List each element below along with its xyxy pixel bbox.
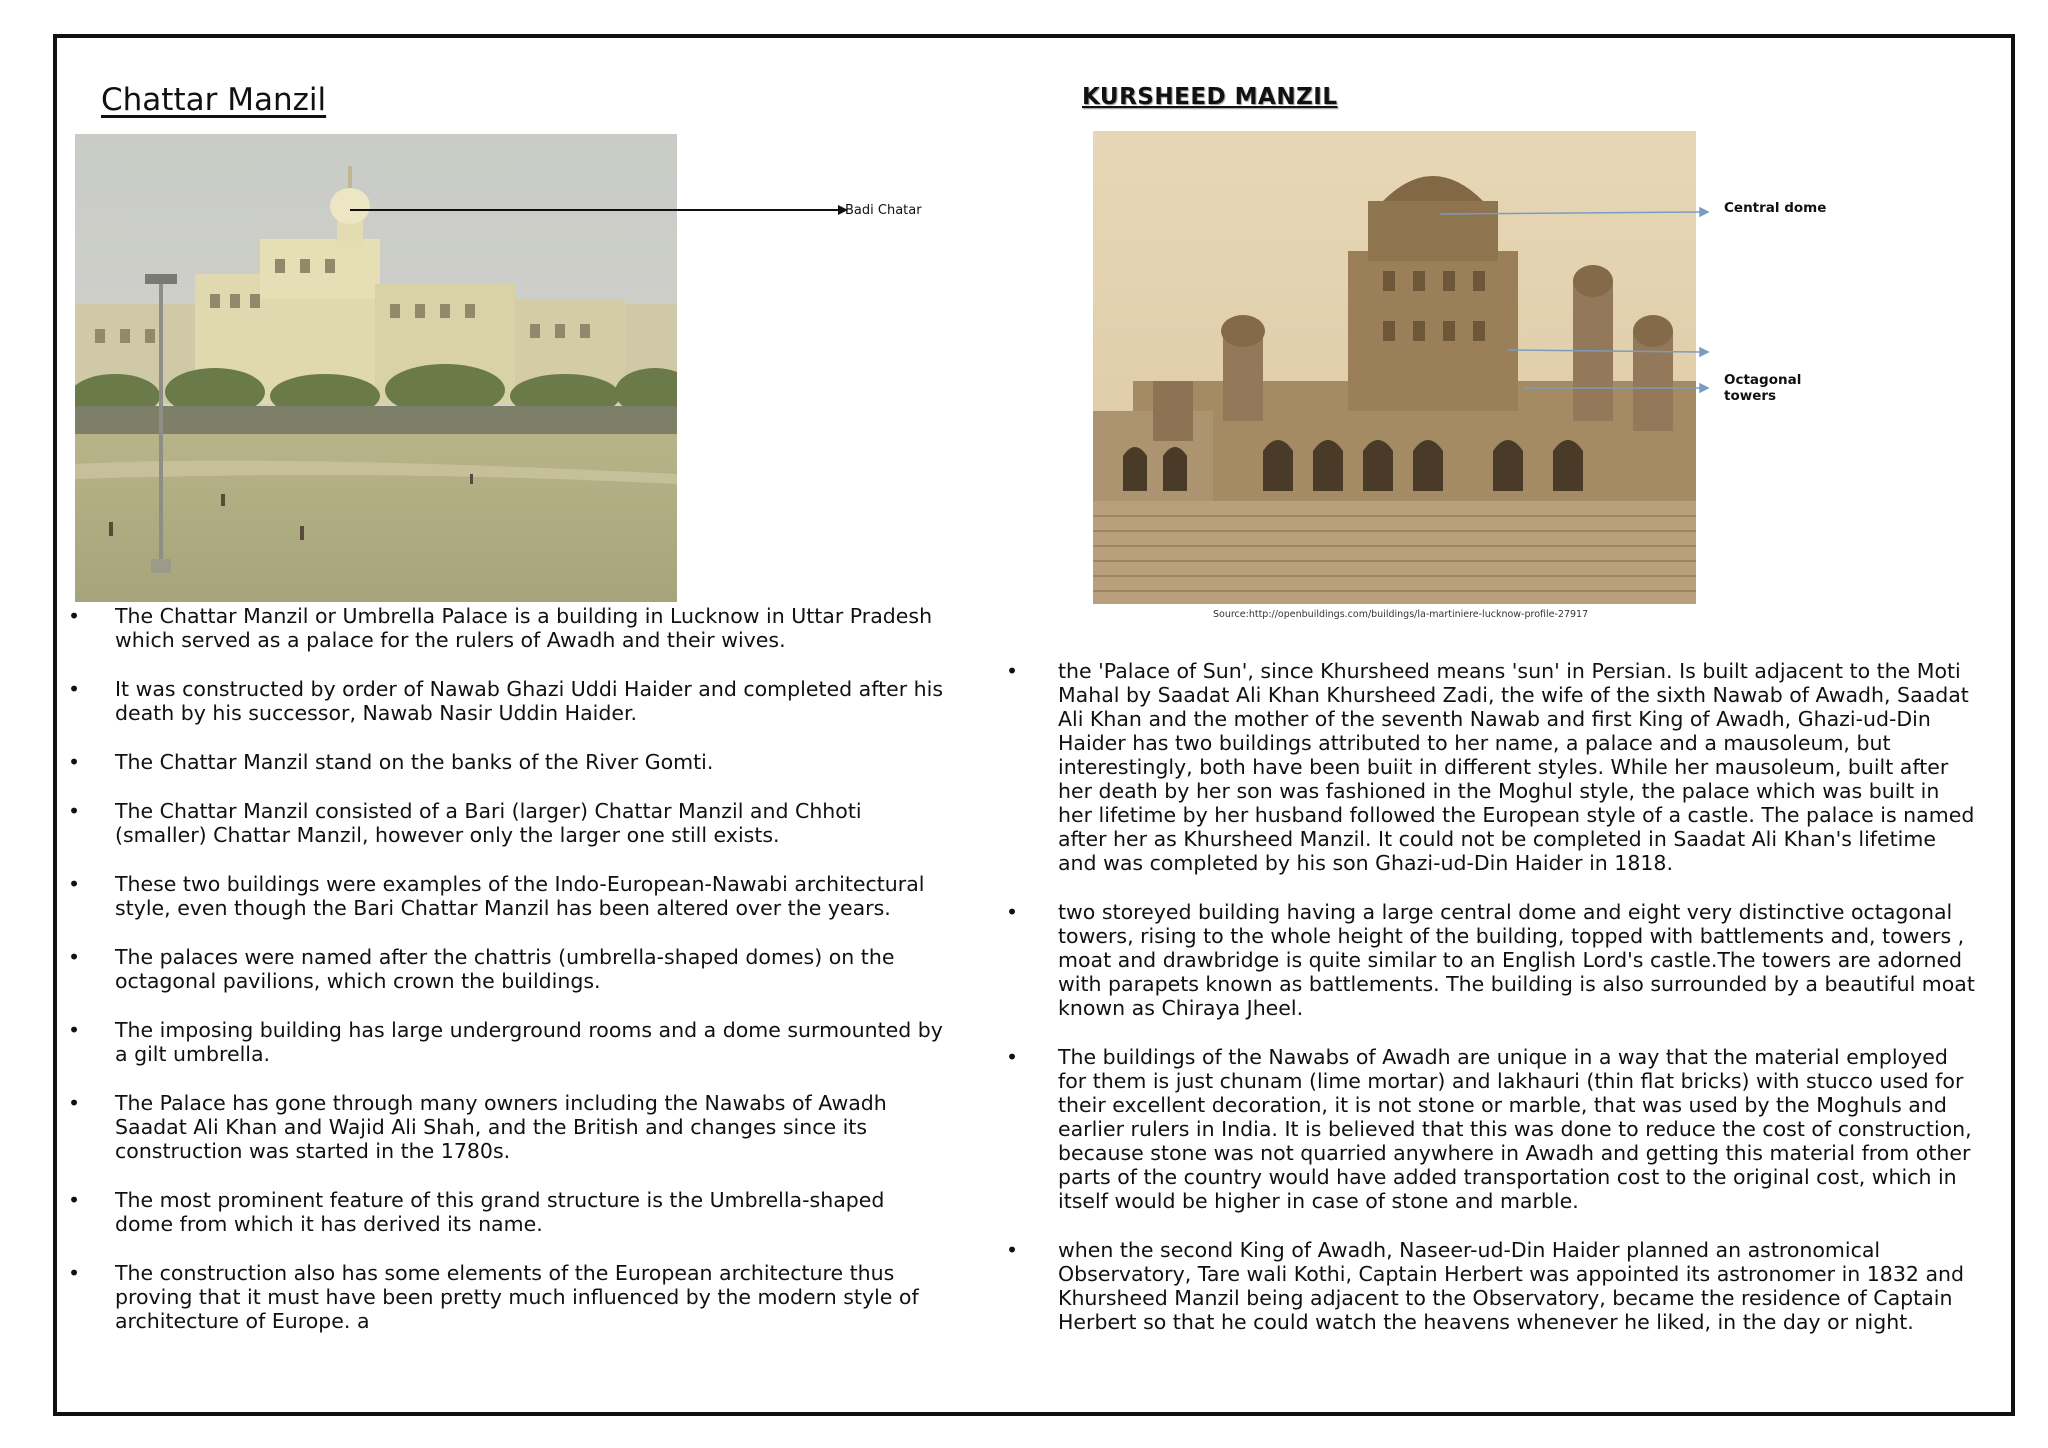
list-item: • two storeyed building having a large central dome and eight very distinctive octagonal towers, rising to the whole height of the building, topped with battlements and, towers , moat and drawbridge is quite similar to an English Lord's castle.The towers are adorned with parapets known as battlements. The building is also surrounded by a beautiful moat known as Chiraya Jheel. — [1006, 900, 1976, 1020]
chattar-manzil-title: Chattar Manzil — [101, 82, 327, 118]
list-item: • The construction also has some elements of the European architecture thus proving that it must have been pretty much influenced by the modern style of architecture of Europe. a — [68, 1261, 948, 1333]
badi-chatar-arrow — [350, 202, 850, 218]
list-item: • These two buildings were examples of the Indo-European-Nawabi architectural style, even though the Bari Chattar Manzil has been altered over the years. — [68, 872, 948, 920]
callout-arrows — [1430, 200, 1712, 400]
list-item: • The imposing building has large underground rooms and a dome surmounted by a gilt umbrella. — [68, 1018, 948, 1066]
badi-chatar-label: Badi Chatar — [845, 203, 922, 218]
list-item: • The palaces were named after the chattris (umbrella-shaped domes) on the octagonal pavilions, which crown the buildings. — [68, 945, 948, 993]
image-source-caption: Source:http://openbuildings.com/buildings/la-martiniere-lucknow-profile-27917 — [1213, 609, 1589, 620]
list-item: • The Palace has gone through many owners including the Nawabs of Awadh Saadat Ali Khan and Wajid Ali Shah, and the British and changes since its construction was started in the 1780s. — [68, 1091, 948, 1163]
chattar-manzil-bullets — [68, 604, 948, 1358]
list-item: • The Chattar Manzil stand on the banks of the River Gomti. — [68, 750, 948, 774]
list-item: • The most prominent feature of this grand structure is the Umbrella-shaped dome from which it has derived its name. — [68, 1188, 948, 1236]
octagonal-towers-label: Octagonal towers — [1724, 372, 1802, 404]
list-item: • The Chattar Manzil or Umbrella Palace is a building in Lucknow in Uttar Pradesh which served as a palace for the rulers of Awadh and their wives. — [68, 604, 948, 652]
list-item: • the 'Palace of Sun', since Khursheed means 'sun' in Persian. Is built adjacent to the Moti Mahal by Saadat Ali Khan Khursheed Zadi, the wife of the sixth Nawab of Awadh, Saadat Ali Khan and the mother of the seventh Nawab and first King of Awadh, Ghazi-ud-Din Haider has two buildings attributed to her name, a palace and a mausoleum, but interestingly, both have been buiit in different styles. While her mausoleum, built after her death by her son was fashioned in the Moghul style, the palace which was built in her lifetime by her husband followed the European style of a castle. The palace is named after her as Khursheed Manzil. It could not be completed in Saadat Ali Khan's lifetime and was completed by his son Ghazi-ud-Din Haider in 1818. — [1006, 659, 1976, 875]
kursheed-manzil-bullets — [1006, 659, 1976, 1359]
list-item: • when the second King of Awadh, Naseer-ud-Din Haider planned an astronomical Observatory, Tare wali Kothi, Captain Herbert was appointed its astronomer in 1832 and Khursheed Manzil being adjacent to the Observatory, became the residence of Captain Herbert so that he could watch the heavens whenever he liked, in the day or night. — [1006, 1238, 1976, 1334]
list-item: • The Chattar Manzil consisted of a Bari (larger) Chattar Manzil and Chhoti (smaller) Chattar Manzil, however only the larger one still exists. — [68, 799, 948, 847]
kursheed-manzil-title: KURSHEED MANZIL — [1082, 84, 1338, 110]
list-item: • It was constructed by order of Nawab Ghazi Uddi Haider and completed after his death by his successor, Nawab Nasir Uddin Haider. — [68, 677, 948, 725]
central-dome-label: Central dome — [1724, 200, 1827, 216]
list-item: • The buildings of the Nawabs of Awadh are unique in a way that the material employed for them is just chunam (lime mortar) and lakhauri (thin flat bricks) with stucco used for their excellent decoration, it is not stone or marble, that was used by the Moghuls and earlier rulers in India. It is believed that this was done to reduce the cost of construction, because stone was not quarried anywhere in Awadh and getting this material from other parts of the country would have added transportation cost to the original cost, which in itself would be higher in case of stone and marble. — [1006, 1045, 1976, 1213]
